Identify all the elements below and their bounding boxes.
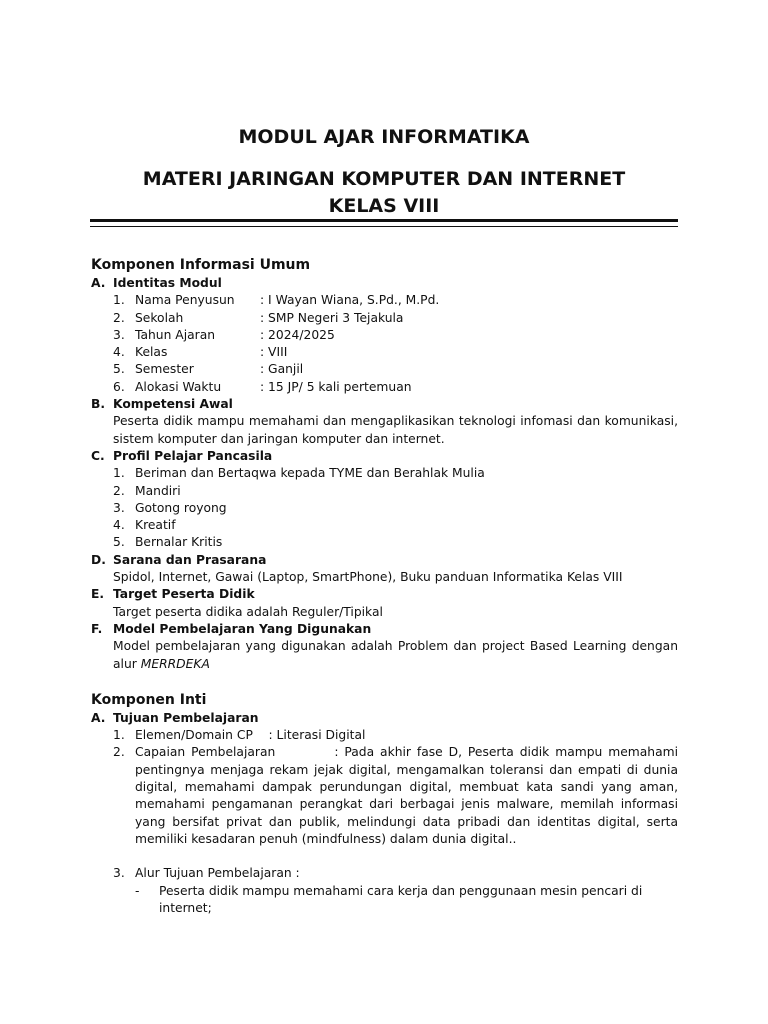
document-body xyxy=(91,255,682,917)
profil-item xyxy=(91,517,678,534)
item-number: 4. xyxy=(113,345,125,360)
model-text-main: Model pembelajaran yang digunakan adalah Problem dan project Based Learning dengan alur xyxy=(113,639,678,671)
heading-kompetensi-awal xyxy=(91,396,678,413)
section-title-umum: Komponen Informasi Umum xyxy=(91,257,311,273)
title-divider-thick xyxy=(90,219,678,222)
item-text: Elemen/Domain CP : Literasi Digital xyxy=(135,728,366,743)
item-number: 1. xyxy=(113,466,125,481)
identitas-row xyxy=(91,379,439,396)
item-number: 3. xyxy=(113,500,125,515)
heading-text: Target Peserta Didik xyxy=(113,587,255,602)
item-text: Beriman dan Bertaqwa kepada TYME dan Berahlak Mulia xyxy=(135,466,485,481)
heading-letter: D. xyxy=(91,552,106,567)
item-number: 3. xyxy=(113,866,125,881)
sarana-text: Spidol, Internet, Gawai (Laptop, SmartPhone), Buku panduan Informatika Kelas VIII xyxy=(113,570,623,585)
document-subtitle: MATERI JARINGAN KOMPUTER DAN INTERNET xyxy=(142,168,626,190)
model-text xyxy=(91,638,678,673)
profil-item xyxy=(91,483,678,500)
heading-sarana xyxy=(91,552,678,569)
item-label: Semester xyxy=(135,362,194,377)
heading-letter: A. xyxy=(91,710,106,725)
tujuan-item-capaian xyxy=(91,744,682,848)
item-value: : Ganjil xyxy=(260,362,304,377)
title-divider-thin xyxy=(90,226,678,227)
item-label: Sekolah xyxy=(135,310,184,325)
heading-text: Sarana dan Prasarana xyxy=(113,552,267,567)
profil-item xyxy=(91,500,678,517)
kompetensi-awal-text: Peserta didik mampu memahami dan mengaplikasikan teknologi infomasi dan komunikasi, sistem komputer dan jaringan komputer dan internet. xyxy=(113,414,678,446)
item-number: 5. xyxy=(113,535,125,550)
heading-text: Kompetensi Awal xyxy=(113,397,233,412)
target-text: Target peserta didika adalah Reguler/Tipikal xyxy=(113,604,383,619)
item-label: Nama Penyusun xyxy=(135,293,235,308)
profil-list xyxy=(91,465,678,551)
heading-letter: F. xyxy=(91,621,103,636)
heading-identitas-modul xyxy=(91,275,678,292)
heading-text: Tujuan Pembelajaran xyxy=(113,710,259,725)
item-number: 6. xyxy=(113,379,125,394)
alur-item xyxy=(91,883,678,918)
tujuan-item-elemen xyxy=(91,727,678,744)
item-text: Alur Tujuan Pembelajaran : xyxy=(135,866,300,881)
item-number: 2. xyxy=(113,483,125,498)
item-number: 3. xyxy=(113,327,125,342)
alur-item-text: Peserta didik mampu memahami cara kerja dan penggunaan mesin pencari di internet; xyxy=(159,883,643,915)
heading-text: Identitas Modul xyxy=(113,276,222,290)
heading-target-peserta xyxy=(91,586,678,603)
item-text: Kreatif xyxy=(135,518,176,533)
item-index xyxy=(91,344,113,361)
item-index xyxy=(91,310,113,327)
identitas-row xyxy=(91,327,439,344)
item-label: Alokasi Waktu xyxy=(135,379,222,394)
item-text: Bernalar Kritis xyxy=(135,535,223,550)
heading-letter: B. xyxy=(91,397,106,412)
item-value: : SMP Negeri 3 Tejakula xyxy=(260,310,404,325)
item-index xyxy=(91,327,113,344)
item-number: 2. xyxy=(113,310,125,325)
item-value: : 2024/2025 xyxy=(260,327,335,342)
item-text: Capaian Pembelajaran : Pada akhir fase D, Peserta didik mampu memahami pentingnya menjaga rekam jejak digital, mengamalkan toleransi dan empati di dunia digital, memahami dampak perundungan digital, membuat kata sandi yang aman, memahami pengamanan perangkat dari berbagai jenis malware, memilah informasi yang bersifat privat dan publik, melindungi data pribadi dan identitas digital, serta memiliki kesadaran penuh (mindfulness) dalam dunia digital.. xyxy=(135,745,682,846)
identitas-row xyxy=(91,361,439,378)
dash-marker: - xyxy=(135,883,140,898)
heading-text: Model Pembelajaran Yang Digunakan xyxy=(113,621,372,636)
item-index xyxy=(91,361,113,378)
heading-letter: C. xyxy=(91,448,105,463)
identitas-table xyxy=(91,292,439,396)
item-label: Kelas xyxy=(135,345,168,360)
identitas-row xyxy=(91,310,439,327)
item-text: Gotong royong xyxy=(135,500,227,515)
section-title-inti: Komponen Inti xyxy=(91,691,207,708)
profil-item xyxy=(91,465,678,482)
identitas-row xyxy=(91,344,439,361)
item-text: Mandiri xyxy=(135,483,181,498)
item-number: 2. xyxy=(113,745,125,760)
heading-text: Profil Pelajar Pancasila xyxy=(113,448,273,463)
item-value: : I Wayan Wiana, S.Pd., M.Pd. xyxy=(260,293,440,308)
tujuan-item-alur xyxy=(91,865,678,882)
heading-tujuan-pembelajaran xyxy=(91,710,678,727)
item-index xyxy=(91,292,113,309)
item-number: 1. xyxy=(113,293,125,308)
profil-item xyxy=(91,534,678,551)
identitas-row xyxy=(91,292,439,309)
item-number: 4. xyxy=(113,518,125,533)
model-text-italic: MERRDEKA xyxy=(140,656,210,671)
item-number: 5. xyxy=(113,362,125,377)
item-value: : VIII xyxy=(260,345,288,360)
document-class: KELAS VIII xyxy=(328,195,440,217)
document-title: MODUL AJAR INFORMATIKA xyxy=(238,126,530,148)
item-label: Tahun Ajaran xyxy=(135,327,216,342)
heading-profil-pelajar xyxy=(91,448,678,465)
heading-letter: E. xyxy=(91,587,105,602)
item-index xyxy=(91,379,113,396)
item-number: 1. xyxy=(113,728,125,743)
item-value: : 15 JP/ 5 kali pertemuan xyxy=(260,379,412,394)
heading-letter: A. xyxy=(91,276,106,290)
heading-model-pembelajaran xyxy=(91,621,678,638)
